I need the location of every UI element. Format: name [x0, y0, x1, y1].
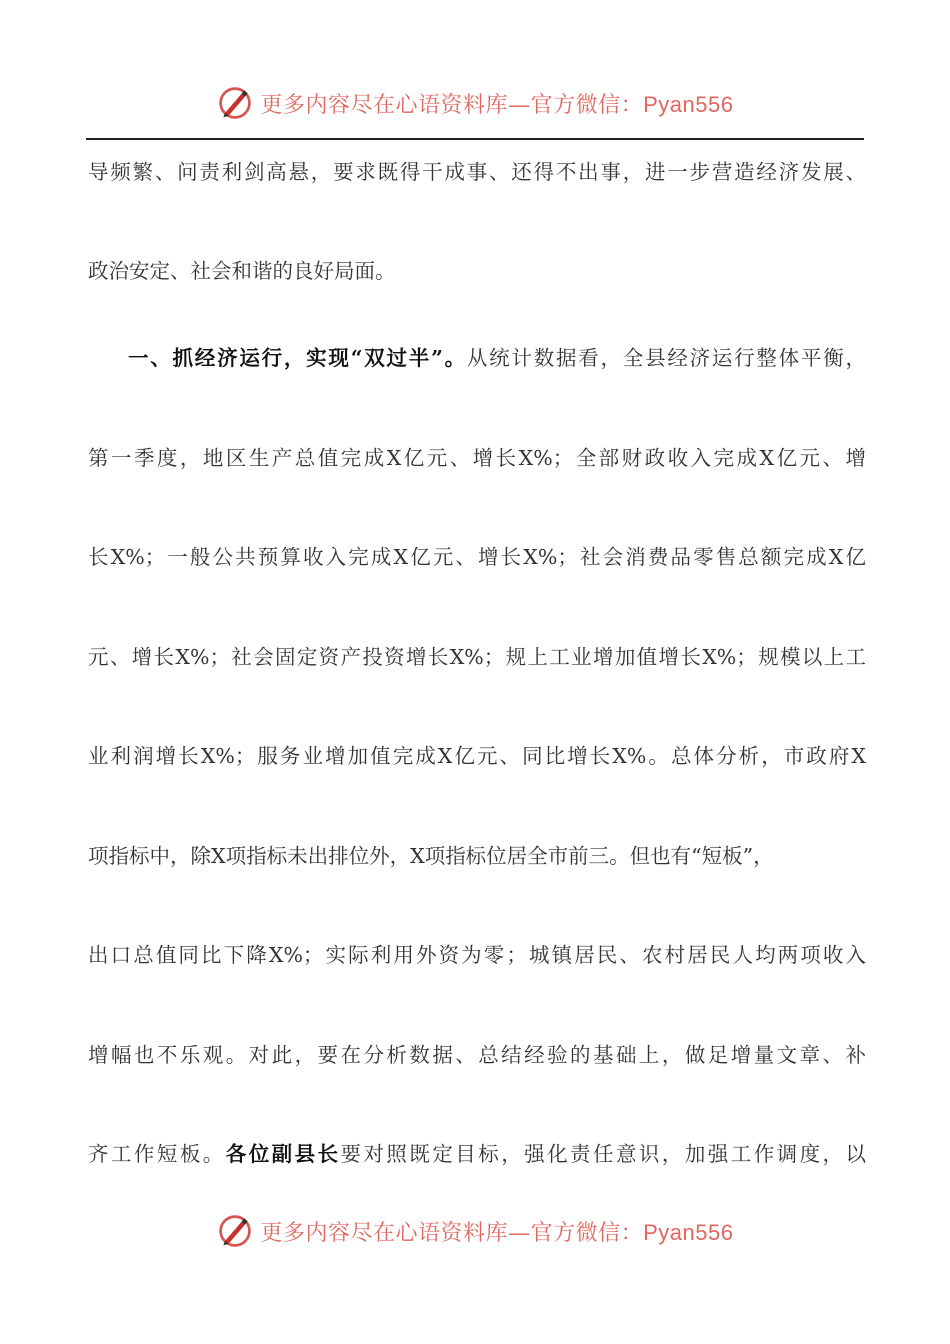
text-line: 项指标中，除X项指标未出排位外，X项指标位居全市前三。但也有“短板”， — [88, 844, 774, 868]
pen-logo-icon — [217, 1213, 253, 1249]
text-line: 政治安定、社会和谐的良好局面。 — [88, 259, 396, 283]
emphasis-text: 各位副县长 — [225, 1142, 341, 1166]
banner-text: 更多内容尽在心语资料库—官方微信：Pyan556 — [260, 91, 734, 118]
text-line: 齐工作短板。各位副县长要对照既定目标，强化责任意识，加强工作调度，以 — [88, 1142, 866, 1166]
text-line: 导频繁、问责利剑高悬，要求既得干成事、还得不出事，进一步营造经济发展、 — [88, 160, 866, 184]
text-line: 业利润增长X%；服务业增加值完成X亿元、同比增长X%。总体分析，市政府X — [88, 744, 866, 768]
banner-text: 更多内容尽在心语资料库—官方微信：Pyan556 — [260, 1219, 734, 1246]
text-line: 长X%；一般公共预算收入完成X亿元、增长X%；社会消费品零售总额完成X亿 — [88, 545, 866, 569]
text-line: 出口总值同比下降X%；实际利用外资为零；城镇居民、农村居民人均两项收入 — [88, 943, 866, 967]
text-line: 元、增长X%；社会固定资产投资增长X%；规上工业增加值增长X%；规模以上工 — [88, 645, 866, 669]
pen-logo-icon — [217, 85, 253, 121]
section-heading-line: 一、抓经济运行，实现“双过半”。从统计数据看，全县经济运行整体平衡， — [128, 346, 866, 370]
text-line: 第一季度，地区生产总值完成X亿元、增长X%；全部财政收入完成X亿元、增 — [88, 446, 866, 470]
section-heading: 一、抓经济运行，实现“双过半”。 — [128, 346, 467, 370]
text-line: 增幅也不乐观。对此，要在分析数据、总结经验的基础上，做足增量文章、补 — [88, 1043, 866, 1067]
footer-banner — [0, 1208, 950, 1254]
header-banner — [0, 80, 950, 126]
header-divider — [86, 138, 864, 140]
